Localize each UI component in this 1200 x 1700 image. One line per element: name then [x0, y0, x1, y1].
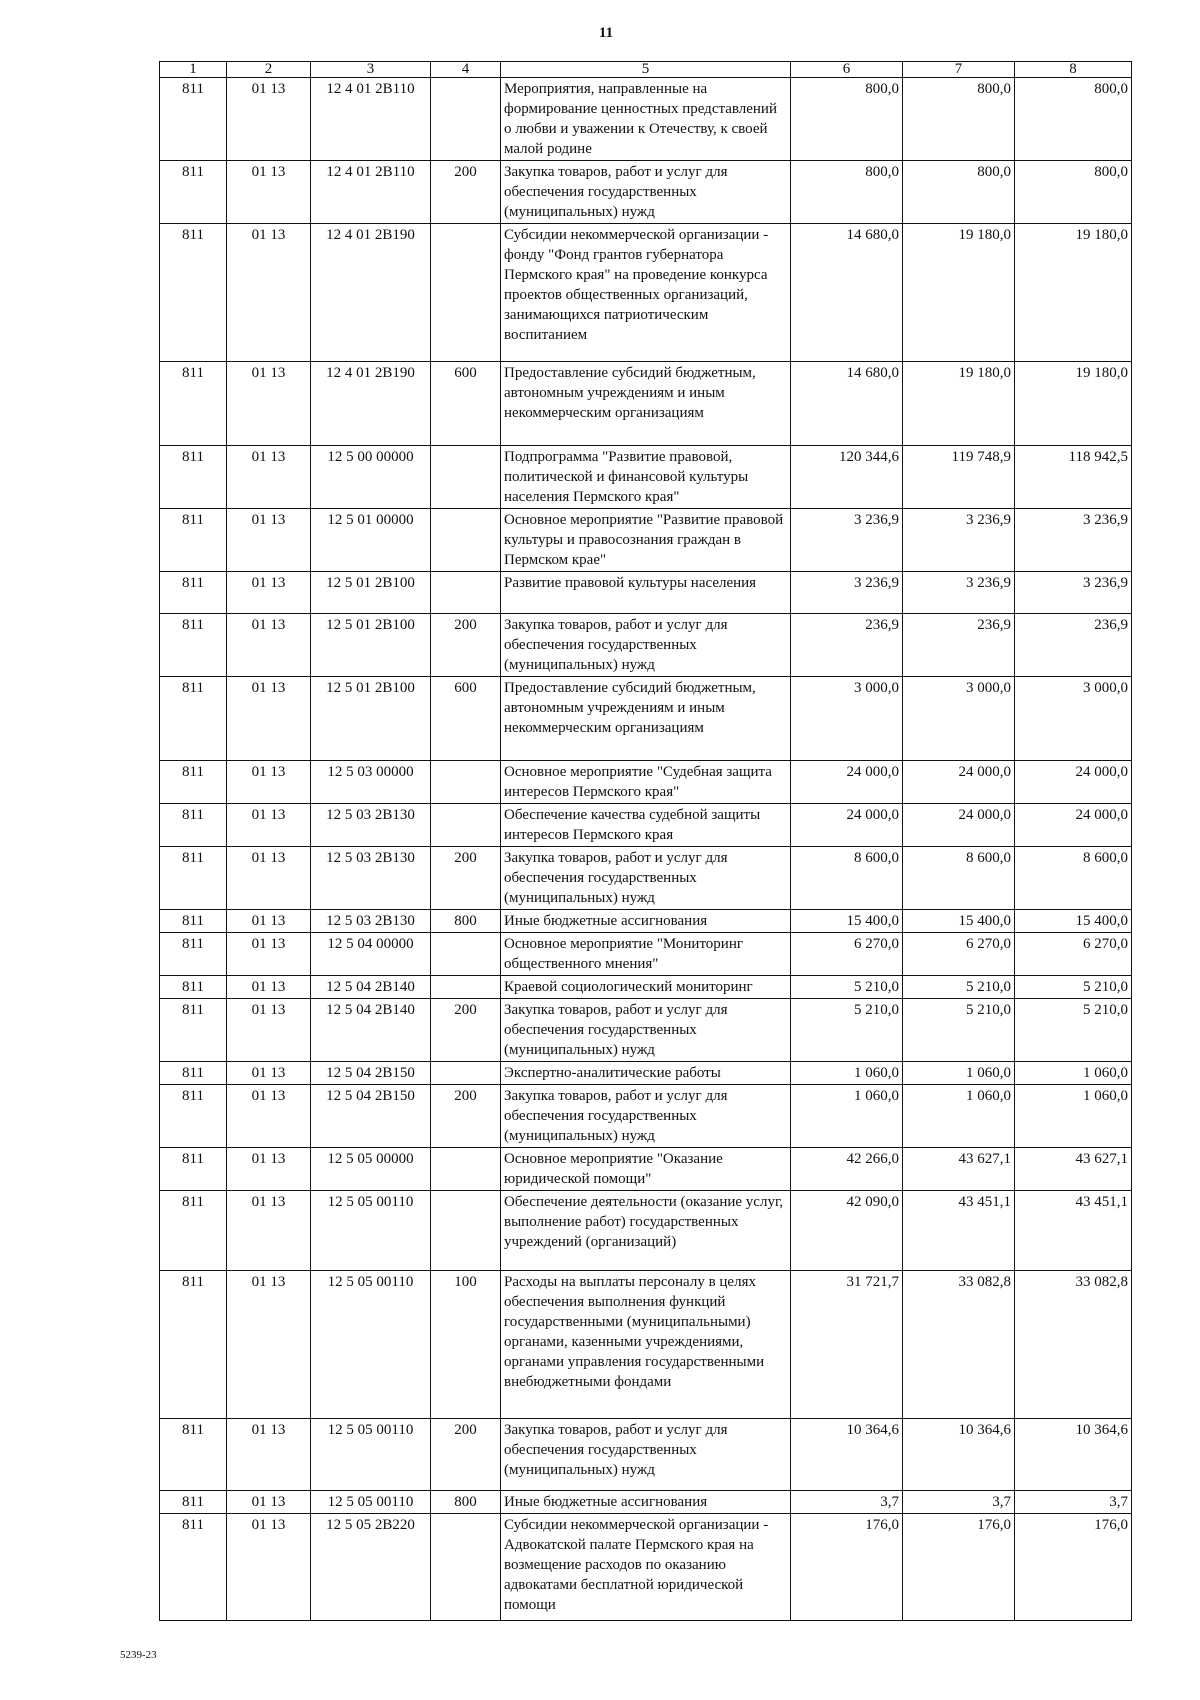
cell-description: Расходы на выплаты персоналу в целях обеспечения выполнения функций государственными (муниципальными) органами, казенными учреждениями, органами управления государственными внебюджетными фондами: [501, 1271, 791, 1419]
cell-amount-year3: 5 210,0: [1015, 976, 1132, 999]
cell-target-article: 12 5 05 00110: [311, 1491, 431, 1514]
cell-description: Развитие правовой культуры населения: [501, 572, 791, 614]
cell-amount-year1: 176,0: [791, 1514, 903, 1621]
table-row: [160, 804, 1132, 847]
cell-amount-year2: 19 180,0: [903, 362, 1015, 446]
cell-amount-year2: 3 236,9: [903, 509, 1015, 572]
table-body: [160, 78, 1132, 1621]
table-row: [160, 1419, 1132, 1491]
cell-expense-type: 200: [431, 999, 501, 1062]
cell-amount-year3: 19 180,0: [1015, 224, 1132, 362]
table-row: [160, 1271, 1132, 1419]
cell-admin-code: 811: [160, 847, 227, 910]
table-row: [160, 1085, 1132, 1148]
cell-amount-year3: 1 060,0: [1015, 1085, 1132, 1148]
cell-amount-year1: 42 090,0: [791, 1191, 903, 1271]
cell-amount-year1: 6 270,0: [791, 933, 903, 976]
cell-description: Субсидии некоммерческой организации - Адвокатской палате Пермского края на возмещение расходов по оказанию адвокатами бесплатной юридической помощи: [501, 1514, 791, 1621]
cell-target-article: 12 5 05 00110: [311, 1271, 431, 1419]
table-row: [160, 362, 1132, 446]
cell-amount-year2: 119 748,9: [903, 446, 1015, 509]
cell-section: 01 13: [227, 804, 311, 847]
cell-amount-year3: 1 060,0: [1015, 1062, 1132, 1085]
cell-amount-year3: 3 236,9: [1015, 509, 1132, 572]
cell-amount-year1: 5 210,0: [791, 976, 903, 999]
cell-description: Субсидии некоммерческой организации - фонду "Фонд грантов губернатора Пермского края" на проведение конкурса проектов общественных организаций, занимающихся патриотическим воспитанием: [501, 224, 791, 362]
cell-amount-year3: 8 600,0: [1015, 847, 1132, 910]
cell-admin-code: 811: [160, 78, 227, 161]
cell-amount-year3: 236,9: [1015, 614, 1132, 677]
cell-target-article: 12 4 01 2В110: [311, 78, 431, 161]
cell-section: 01 13: [227, 362, 311, 446]
cell-admin-code: 811: [160, 1148, 227, 1191]
cell-section: 01 13: [227, 677, 311, 761]
table-row: [160, 1514, 1132, 1621]
cell-admin-code: 811: [160, 509, 227, 572]
cell-section: 01 13: [227, 1062, 311, 1085]
cell-admin-code: 811: [160, 1419, 227, 1491]
cell-amount-year1: 14 680,0: [791, 224, 903, 362]
cell-amount-year2: 236,9: [903, 614, 1015, 677]
cell-target-article: 12 5 05 00110: [311, 1419, 431, 1491]
cell-section: 01 13: [227, 1148, 311, 1191]
cell-expense-type: 800: [431, 910, 501, 933]
cell-amount-year1: 3 236,9: [791, 509, 903, 572]
cell-description: Предоставление субсидий бюджетным, автономным учреждениям и иным некоммерческим организациям: [501, 677, 791, 761]
cell-target-article: 12 5 01 2В100: [311, 572, 431, 614]
cell-target-article: 12 5 05 2В220: [311, 1514, 431, 1621]
cell-target-article: 12 5 05 00000: [311, 1148, 431, 1191]
cell-admin-code: 811: [160, 362, 227, 446]
cell-admin-code: 811: [160, 1271, 227, 1419]
column-header: 3: [311, 62, 431, 78]
table-row: [160, 910, 1132, 933]
cell-amount-year2: 6 270,0: [903, 933, 1015, 976]
cell-expense-type: [431, 933, 501, 976]
table-row: [160, 1062, 1132, 1085]
cell-section: 01 13: [227, 933, 311, 976]
cell-expense-type: [431, 1062, 501, 1085]
cell-expense-type: 200: [431, 161, 501, 224]
cell-section: 01 13: [227, 78, 311, 161]
cell-target-article: 12 5 03 00000: [311, 761, 431, 804]
cell-amount-year2: 3,7: [903, 1491, 1015, 1514]
cell-description: Иные бюджетные ассигнования: [501, 1491, 791, 1514]
cell-amount-year1: 31 721,7: [791, 1271, 903, 1419]
cell-amount-year2: 10 364,6: [903, 1419, 1015, 1491]
cell-amount-year3: 3,7: [1015, 1491, 1132, 1514]
budget-table: [159, 61, 1132, 1621]
cell-section: 01 13: [227, 1271, 311, 1419]
cell-target-article: 12 4 01 2В190: [311, 224, 431, 362]
cell-description: Обеспечение качества судебной защиты интересов Пермского края: [501, 804, 791, 847]
cell-target-article: 12 5 04 00000: [311, 933, 431, 976]
table-row: [160, 446, 1132, 509]
cell-amount-year2: 1 060,0: [903, 1085, 1015, 1148]
cell-amount-year3: 43 627,1: [1015, 1148, 1132, 1191]
cell-expense-type: [431, 572, 501, 614]
cell-amount-year3: 10 364,6: [1015, 1419, 1132, 1491]
cell-admin-code: 811: [160, 224, 227, 362]
cell-description: Закупка товаров, работ и услуг для обеспечения государственных (муниципальных) нужд: [501, 161, 791, 224]
cell-expense-type: [431, 1514, 501, 1621]
cell-amount-year3: 800,0: [1015, 78, 1132, 161]
cell-amount-year1: 1 060,0: [791, 1085, 903, 1148]
document-code: 5239-23: [120, 1649, 157, 1661]
cell-description: Экспертно-аналитические работы: [501, 1062, 791, 1085]
cell-target-article: 12 4 01 2В190: [311, 362, 431, 446]
cell-expense-type: 600: [431, 362, 501, 446]
cell-description: Закупка товаров, работ и услуг для обеспечения государственных (муниципальных) нужд: [501, 1085, 791, 1148]
cell-admin-code: 811: [160, 933, 227, 976]
cell-amount-year3: 19 180,0: [1015, 362, 1132, 446]
cell-amount-year1: 24 000,0: [791, 804, 903, 847]
cell-amount-year2: 800,0: [903, 161, 1015, 224]
cell-amount-year3: 24 000,0: [1015, 804, 1132, 847]
cell-section: 01 13: [227, 572, 311, 614]
cell-amount-year3: 24 000,0: [1015, 761, 1132, 804]
cell-admin-code: 811: [160, 1491, 227, 1514]
cell-amount-year1: 15 400,0: [791, 910, 903, 933]
cell-amount-year1: 3 000,0: [791, 677, 903, 761]
cell-section: 01 13: [227, 1085, 311, 1148]
column-header: 7: [903, 62, 1015, 78]
cell-amount-year3: 6 270,0: [1015, 933, 1132, 976]
cell-admin-code: 811: [160, 572, 227, 614]
cell-amount-year2: 1 060,0: [903, 1062, 1015, 1085]
cell-amount-year2: 43 627,1: [903, 1148, 1015, 1191]
cell-expense-type: 200: [431, 614, 501, 677]
cell-expense-type: 200: [431, 847, 501, 910]
table-row: [160, 677, 1132, 761]
cell-amount-year2: 5 210,0: [903, 976, 1015, 999]
cell-section: 01 13: [227, 910, 311, 933]
cell-description: Основное мероприятие "Развитие правовой культуры и правосознания граждан в Пермском крае": [501, 509, 791, 572]
cell-admin-code: 811: [160, 910, 227, 933]
column-header: 4: [431, 62, 501, 78]
cell-amount-year2: 24 000,0: [903, 804, 1015, 847]
cell-amount-year2: 3 000,0: [903, 677, 1015, 761]
table-row: [160, 976, 1132, 999]
cell-target-article: 12 5 04 2В140: [311, 999, 431, 1062]
cell-section: 01 13: [227, 1514, 311, 1621]
cell-expense-type: 800: [431, 1491, 501, 1514]
cell-admin-code: 811: [160, 761, 227, 804]
cell-amount-year1: 800,0: [791, 78, 903, 161]
cell-amount-year3: 118 942,5: [1015, 446, 1132, 509]
cell-admin-code: 811: [160, 1062, 227, 1085]
cell-section: 01 13: [227, 1419, 311, 1491]
cell-amount-year2: 15 400,0: [903, 910, 1015, 933]
cell-target-article: 12 5 01 00000: [311, 509, 431, 572]
cell-description: Закупка товаров, работ и услуг для обеспечения государственных (муниципальных) нужд: [501, 614, 791, 677]
cell-amount-year2: 800,0: [903, 78, 1015, 161]
cell-section: 01 13: [227, 761, 311, 804]
cell-target-article: 12 5 04 2В150: [311, 1062, 431, 1085]
cell-amount-year1: 42 266,0: [791, 1148, 903, 1191]
table-row: [160, 224, 1132, 362]
cell-admin-code: 811: [160, 446, 227, 509]
cell-amount-year3: 3 236,9: [1015, 572, 1132, 614]
cell-amount-year2: 33 082,8: [903, 1271, 1015, 1419]
cell-amount-year3: 43 451,1: [1015, 1191, 1132, 1271]
cell-description: Подпрограмма "Развитие правовой, политической и финансовой культуры населения Пермского края": [501, 446, 791, 509]
cell-section: 01 13: [227, 224, 311, 362]
cell-section: 01 13: [227, 161, 311, 224]
cell-admin-code: 811: [160, 677, 227, 761]
column-header: 2: [227, 62, 311, 78]
cell-target-article: 12 5 04 2В140: [311, 976, 431, 999]
cell-amount-year3: 15 400,0: [1015, 910, 1132, 933]
cell-section: 01 13: [227, 1191, 311, 1271]
cell-target-article: 12 5 04 2В150: [311, 1085, 431, 1148]
cell-section: 01 13: [227, 614, 311, 677]
cell-amount-year1: 3 236,9: [791, 572, 903, 614]
cell-section: 01 13: [227, 999, 311, 1062]
cell-description: Предоставление субсидий бюджетным, автономным учреждениям и иным некоммерческим организациям: [501, 362, 791, 446]
column-header: 8: [1015, 62, 1132, 78]
column-header: 1: [160, 62, 227, 78]
cell-description: Основное мероприятие "Судебная защита интересов Пермского края": [501, 761, 791, 804]
table-row: [160, 78, 1132, 161]
cell-expense-type: [431, 509, 501, 572]
cell-expense-type: [431, 804, 501, 847]
cell-amount-year3: 176,0: [1015, 1514, 1132, 1621]
column-header: 6: [791, 62, 903, 78]
table-row: [160, 161, 1132, 224]
cell-amount-year3: 3 000,0: [1015, 677, 1132, 761]
cell-amount-year2: 5 210,0: [903, 999, 1015, 1062]
cell-admin-code: 811: [160, 1085, 227, 1148]
cell-admin-code: 811: [160, 1514, 227, 1621]
cell-admin-code: 811: [160, 976, 227, 999]
cell-description: Закупка товаров, работ и услуг для обеспечения государственных (муниципальных) нужд: [501, 847, 791, 910]
cell-section: 01 13: [227, 509, 311, 572]
cell-amount-year2: 3 236,9: [903, 572, 1015, 614]
cell-amount-year1: 8 600,0: [791, 847, 903, 910]
cell-amount-year1: 120 344,6: [791, 446, 903, 509]
cell-amount-year1: 236,9: [791, 614, 903, 677]
cell-description: Основное мероприятие "Мониторинг общественного мнения": [501, 933, 791, 976]
cell-target-article: 12 5 03 2В130: [311, 804, 431, 847]
cell-amount-year1: 14 680,0: [791, 362, 903, 446]
cell-amount-year2: 8 600,0: [903, 847, 1015, 910]
cell-amount-year1: 10 364,6: [791, 1419, 903, 1491]
cell-amount-year2: 24 000,0: [903, 761, 1015, 804]
cell-description: Мероприятия, направленные на формирование ценностных представлений о любви и уважении к Отечеству, к своей малой родине: [501, 78, 791, 161]
cell-description: Основное мероприятие "Оказание юридической помощи": [501, 1148, 791, 1191]
cell-section: 01 13: [227, 446, 311, 509]
table-row: [160, 614, 1132, 677]
cell-target-article: 12 5 03 2В130: [311, 847, 431, 910]
cell-expense-type: [431, 1148, 501, 1191]
table-row: [160, 847, 1132, 910]
cell-admin-code: 811: [160, 804, 227, 847]
cell-amount-year2: 176,0: [903, 1514, 1015, 1621]
table-row: [160, 1191, 1132, 1271]
cell-description: Краевой социологический мониторинг: [501, 976, 791, 999]
cell-amount-year2: 19 180,0: [903, 224, 1015, 362]
table-row: [160, 509, 1132, 572]
cell-admin-code: 811: [160, 1191, 227, 1271]
cell-amount-year1: 5 210,0: [791, 999, 903, 1062]
cell-expense-type: [431, 761, 501, 804]
cell-target-article: 12 5 03 2В130: [311, 910, 431, 933]
cell-target-article: 12 5 01 2В100: [311, 677, 431, 761]
cell-expense-type: 100: [431, 1271, 501, 1419]
cell-section: 01 13: [227, 976, 311, 999]
page-number: 11: [598, 25, 614, 41]
table-row: [160, 933, 1132, 976]
cell-target-article: 12 4 01 2В110: [311, 161, 431, 224]
cell-amount-year2: 43 451,1: [903, 1191, 1015, 1271]
cell-amount-year3: 33 082,8: [1015, 1271, 1132, 1419]
cell-amount-year1: 3,7: [791, 1491, 903, 1514]
cell-admin-code: 811: [160, 614, 227, 677]
table-row: [160, 1491, 1132, 1514]
cell-target-article: 12 5 01 2В100: [311, 614, 431, 677]
cell-section: 01 13: [227, 847, 311, 910]
cell-expense-type: 200: [431, 1085, 501, 1148]
cell-amount-year1: 1 060,0: [791, 1062, 903, 1085]
table-row: [160, 1148, 1132, 1191]
cell-amount-year1: 24 000,0: [791, 761, 903, 804]
cell-expense-type: 200: [431, 1419, 501, 1491]
cell-expense-type: [431, 78, 501, 161]
cell-expense-type: [431, 446, 501, 509]
cell-amount-year3: 5 210,0: [1015, 999, 1132, 1062]
cell-expense-type: [431, 224, 501, 362]
cell-admin-code: 811: [160, 999, 227, 1062]
cell-expense-type: [431, 1191, 501, 1271]
cell-expense-type: 600: [431, 677, 501, 761]
cell-description: Закупка товаров, работ и услуг для обеспечения государственных (муниципальных) нужд: [501, 999, 791, 1062]
cell-description: Обеспечение деятельности (оказание услуг, выполнение работ) государственных учреждений (организаций): [501, 1191, 791, 1271]
column-header: 5: [501, 62, 791, 78]
cell-target-article: 12 5 00 00000: [311, 446, 431, 509]
cell-amount-year3: 800,0: [1015, 161, 1132, 224]
cell-target-article: 12 5 05 00110: [311, 1191, 431, 1271]
cell-expense-type: [431, 976, 501, 999]
table-row: [160, 572, 1132, 614]
table-row: [160, 999, 1132, 1062]
cell-amount-year1: 800,0: [791, 161, 903, 224]
cell-description: Иные бюджетные ассигнования: [501, 910, 791, 933]
cell-admin-code: 811: [160, 161, 227, 224]
table-row: [160, 761, 1132, 804]
cell-description: Закупка товаров, работ и услуг для обеспечения государственных (муниципальных) нужд: [501, 1419, 791, 1491]
table-header-row: [160, 62, 1132, 78]
cell-section: 01 13: [227, 1491, 311, 1514]
